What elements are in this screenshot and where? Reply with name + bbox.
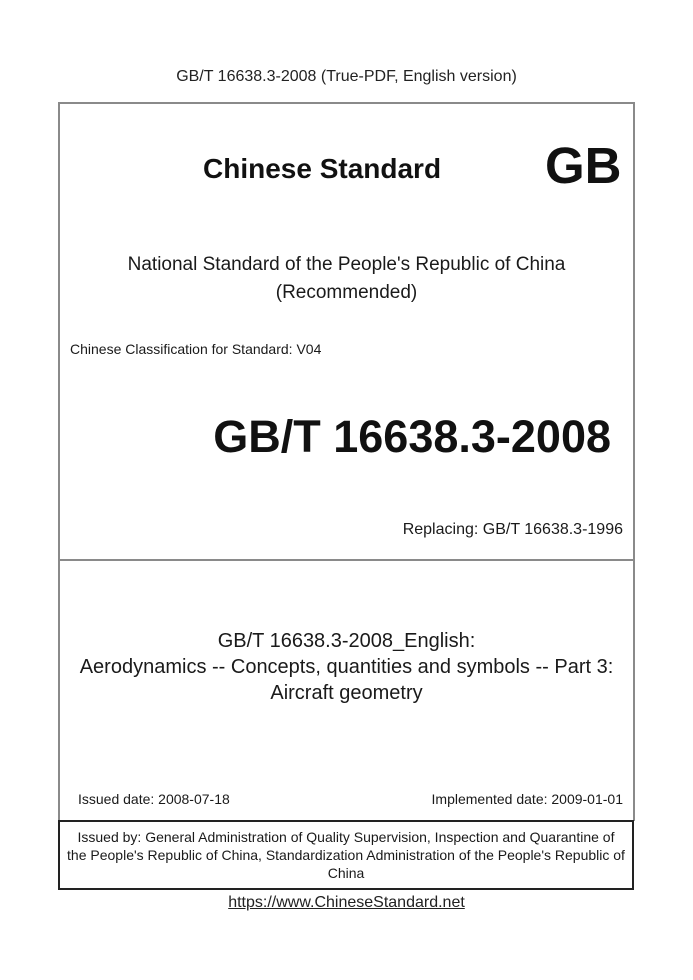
- footer: [0, 894, 693, 912]
- document-header: GB/T 16638.3-2008 (True-PDF, English version): [176, 68, 517, 85]
- national-standard-text: [60, 251, 633, 307]
- national-line-1: National Standard of the People's Republic of China: [127, 254, 566, 275]
- section-divider: [60, 559, 633, 561]
- issued-date: Issued date: 2008-07-18: [78, 791, 230, 807]
- standard-number: GB/T 16638.3-2008: [213, 411, 611, 462]
- english-title: [60, 628, 633, 706]
- issuer-line-3: China: [327, 865, 365, 881]
- english-title-line-3: Aircraft geometry: [270, 682, 423, 704]
- issuer-line-1: Issued by: General Administration of Quality Supervision, Inspection and Quarantine of: [77, 829, 615, 845]
- english-title-line-2: Aerodynamics -- Concepts, quantities and symbols -- Part 3:: [79, 656, 614, 678]
- issuer-box: [58, 820, 634, 890]
- replacing-text: Replacing: GB/T 16638.3-1996: [402, 521, 623, 538]
- implemented-date: Implemented date: 2009-01-01: [431, 791, 623, 807]
- national-line-2: (Recommended): [275, 282, 418, 303]
- issuer-line-2: the People's Republic of China, Standardization Administration of the People's Republic of: [67, 847, 625, 863]
- english-title-line-1: GB/T 16638.3-2008_English:: [217, 630, 476, 652]
- website-link[interactable]: https://www.ChineseStandard.net: [228, 894, 465, 911]
- cover-box: [58, 102, 635, 821]
- cover-title: Chinese Standard: [203, 153, 442, 184]
- classification-text: Chinese Classification for Standard: V04: [70, 341, 322, 357]
- gb-badge: GB: [545, 137, 622, 194]
